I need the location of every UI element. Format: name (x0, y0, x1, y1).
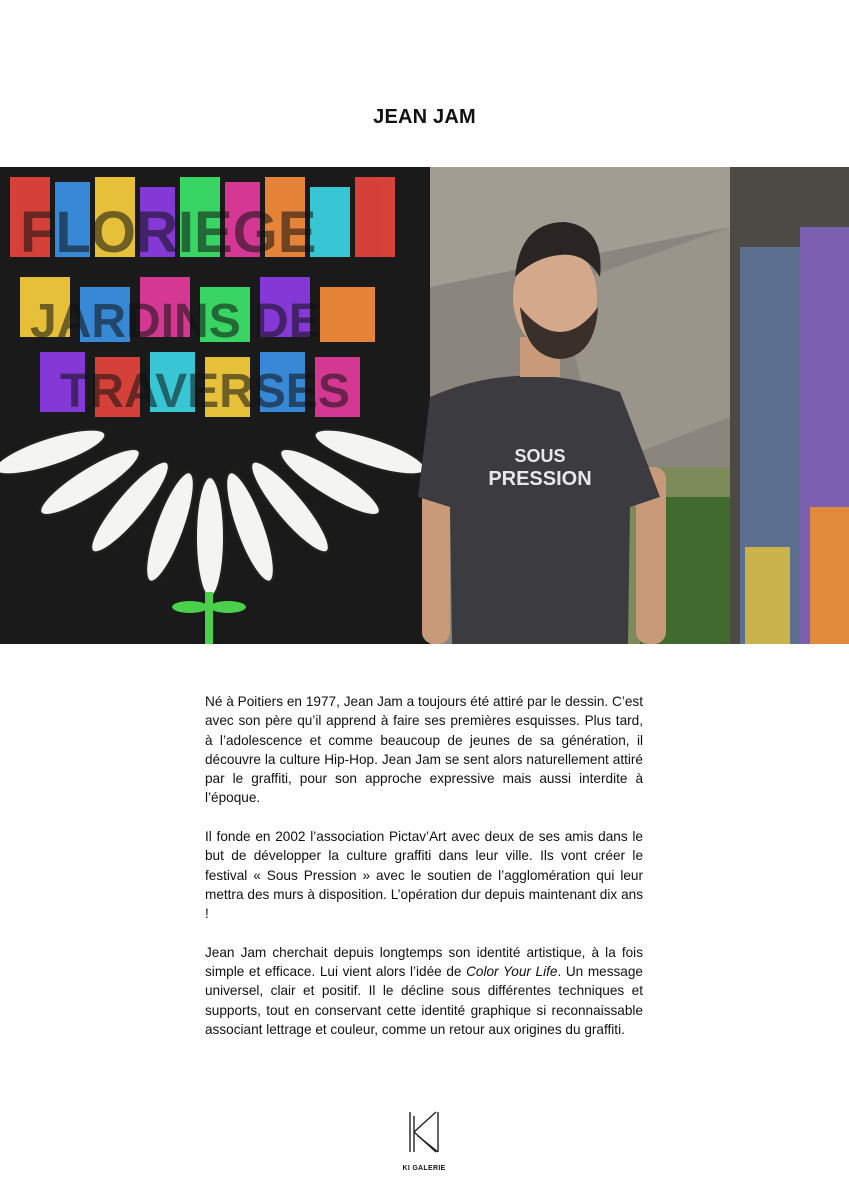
color-your-life-title: Color Your Life (466, 964, 558, 980)
mural-text-line3: TRAVERSES (60, 365, 350, 418)
photo-illustration (0, 167, 849, 644)
gallery-name: KI GALERIE (402, 1165, 446, 1172)
bio-paragraph-1: Né à Poitiers en 1977, Jean Jam a toujours été attiré par le dessin. C’est avec son père qu’il apprend à faire ses premières esquisses. Plus tard, à l’adolescence et comme beaucoup de jeunes de sa génération, il découvre la culture Hip-Hop. Jean Jam se sent alors naturellement attiré par le graffiti, pour son approche expressive mais aussi interdite à l’époque. (205, 694, 643, 806)
bio-paragraph-3-end: . Un message universel, clair et positif. Il le décline sous différentes techniques et supports, tout en conservant cette identité graphique si reconnaissable associant lettrage et couleur, comme un retour aux origines du graffiti. (205, 964, 643, 1038)
gallery-logo (396, 1108, 452, 1172)
ki-galerie-logo-icon (404, 1108, 444, 1156)
shirt-text-line1: SOUS (514, 446, 566, 466)
mural-text-line1: FLORIEGE (20, 200, 317, 265)
shirt-text-line2: PRESSION (488, 468, 592, 490)
bio-paragraph-3-start: Jean Jam cherchait depuis longtemps son identité artistique, à la fois simple et efficace. Lui vient alors l’idée de (205, 944, 643, 980)
bio-paragraph-2: Il fonde en 2002 l’association Pictav’Art avec deux de ses amis dans le but de développer la culture graffiti dans leur ville. Ils vont créer le festival « Sous Pression » avec le soutien de l’agglomération qui leur mettra des murs à disposition. L’opération dur depuis maintenant dix ans ! (205, 829, 643, 922)
page-title: JEAN JAM (373, 106, 476, 128)
bio-paragraph-3 (205, 943, 643, 1039)
artist-photo (0, 167, 849, 644)
biography-text (205, 692, 643, 1059)
mural-text-line2: JARDINS DE (30, 295, 321, 348)
